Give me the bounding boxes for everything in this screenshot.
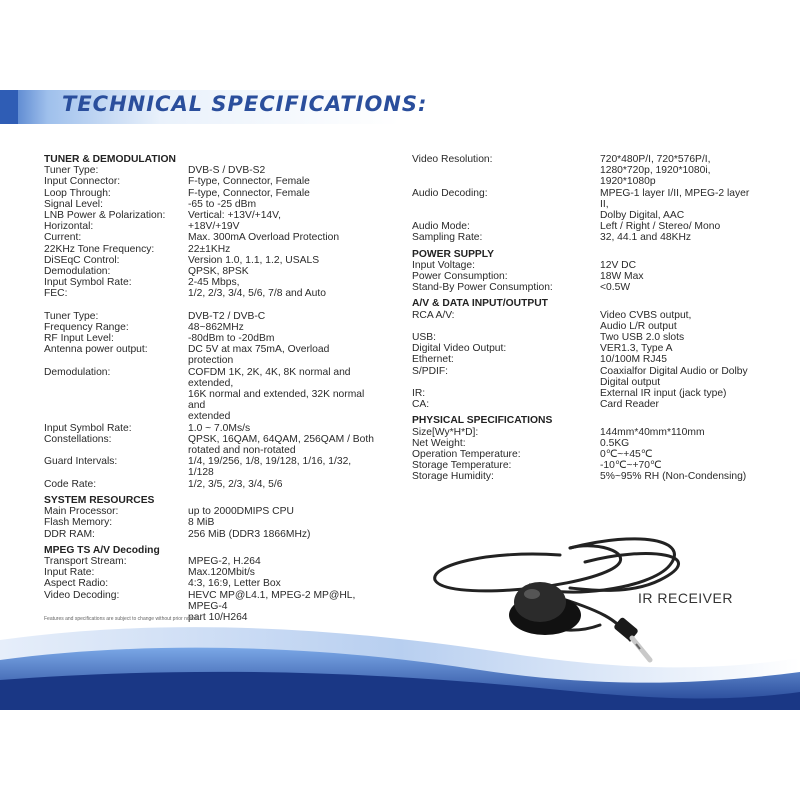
spec-value: HEVC MP@L4.1, MPEG-2 MP@HL, MPEG-4 <box>188 589 356 612</box>
right-spec-column <box>412 154 757 483</box>
spec-label <box>412 210 600 221</box>
spec-row <box>412 438 757 449</box>
spec-row <box>412 343 757 354</box>
spec-row <box>44 210 374 221</box>
spec-value: rotated and non-rotated <box>188 445 296 457</box>
spec-row <box>412 282 757 293</box>
spec-value: Dolby Digital, AAC <box>600 210 685 222</box>
spec-value: -10℃~+70℃ <box>600 460 662 472</box>
spec-row <box>44 266 374 277</box>
spec-row <box>412 354 757 365</box>
spec-row <box>44 199 374 210</box>
spec-label: Guard Intervals: <box>44 456 118 468</box>
spec-label: Input Voltage: <box>412 259 475 271</box>
spec-row <box>44 529 374 540</box>
spec-value: 1.0 ~ 7.0Ms/s <box>188 422 251 434</box>
spec-row <box>412 471 757 482</box>
spec-value: 18W Max <box>600 271 644 283</box>
spec-row <box>412 332 757 343</box>
spec-value: 4:3, 16:9, Letter Box <box>188 578 281 590</box>
spec-label: Flash Memory: <box>44 517 113 529</box>
spec-value: QPSK, 8PSK <box>188 266 249 278</box>
spec-row <box>412 449 757 460</box>
section-heading: SYSTEM RESOURCES <box>44 494 155 506</box>
spec-label: Main Processor: <box>44 506 119 518</box>
spacer <box>44 300 374 311</box>
spec-label: Constellations: <box>44 433 112 445</box>
spec-value: 5%~95% RH (Non-Condensing) <box>600 471 747 483</box>
spec-label: LNB Power & Polarization: <box>44 210 166 222</box>
spec-row <box>412 399 757 410</box>
spec-label: 22KHz Tone Frequency: <box>44 243 155 255</box>
spec-row <box>412 427 757 438</box>
spec-row <box>412 388 757 399</box>
spec-label: Aspect Radio: <box>44 578 109 590</box>
spec-label: Audio Decoding: <box>412 187 488 199</box>
section-heading: MPEG TS A/V Decoding <box>44 544 160 556</box>
spec-label: Stand-By Power Consumption: <box>412 282 553 294</box>
spec-label: RF Input Level: <box>44 333 114 345</box>
spec-row <box>412 154 757 165</box>
spec-row <box>412 310 757 321</box>
spec-value: Digital output <box>600 376 661 388</box>
spec-label: Storage Humidity: <box>412 471 494 483</box>
spec-value: 16K normal and extended, 32K normal and <box>188 389 365 412</box>
spec-label: Digital Video Output: <box>412 343 507 355</box>
spec-value: 256 MiB (DDR3 1866MHz) <box>188 528 311 540</box>
spec-label: Code Rate: <box>44 478 97 490</box>
spec-value: extended <box>188 411 231 423</box>
spec-value: 12V DC <box>600 259 637 271</box>
spec-label: Input Rate: <box>44 567 95 579</box>
spec-value: up to 2000DMIPS CPU <box>188 506 294 518</box>
spec-value: 8 MiB <box>188 517 215 529</box>
spec-row <box>412 188 757 210</box>
spec-label: Audio Mode: <box>412 221 470 233</box>
spec-label: Operation Temperature: <box>412 449 521 461</box>
spec-row <box>44 232 374 243</box>
spec-label: Tuner Type: <box>44 310 99 322</box>
spec-label: Transport Stream: <box>44 555 127 567</box>
spec-label: Demodulation: <box>44 366 111 378</box>
spec-row <box>44 506 374 517</box>
spec-value: Coaxialfor Digital Audio or Dolby <box>600 365 748 377</box>
spec-row <box>44 367 374 389</box>
spec-label: S/PDIF: <box>412 365 449 377</box>
spec-value: 1280*720p, 1920*1080i, <box>600 165 711 177</box>
spec-label: Antenna power output: <box>44 344 148 356</box>
spec-value: F-type, Connector, Female <box>188 176 310 188</box>
spec-row <box>412 366 757 377</box>
spec-label: RCA A/V: <box>412 309 455 321</box>
spec-value: F-type, Connector, Female <box>188 187 310 199</box>
spec-row <box>412 232 757 243</box>
spec-row <box>412 260 757 271</box>
spec-value: Version 1.0, 1.1, 1.2, USALS <box>188 254 320 266</box>
spec-value: QPSK, 16QAM, 64QAM, 256QAM / Both <box>188 433 374 445</box>
spec-label: Input Symbol Rate: <box>44 422 132 434</box>
spec-row <box>44 479 374 490</box>
spec-value: DC 5V at max 75mA, Overload protection <box>188 344 330 367</box>
spec-value: Video CVBS output, <box>600 309 692 321</box>
spec-value: Max. 300mA Overload Protection <box>188 232 340 244</box>
spec-label <box>412 321 600 332</box>
spec-value: Vertical: +13V/+14V, <box>188 210 281 222</box>
spec-label: Net Weight: <box>412 437 466 449</box>
spec-label <box>412 377 600 388</box>
spec-label: Storage Temperature: <box>412 460 512 472</box>
spec-value: VER1.3, Type A <box>600 343 673 355</box>
section-heading: TUNER & DEMODULATION <box>44 154 176 165</box>
spec-label <box>44 411 188 422</box>
spec-row <box>44 434 374 445</box>
spec-value: -80dBm to -20dBm <box>188 333 275 345</box>
page-title: TECHNICAL SPECIFICATIONS: <box>62 92 428 116</box>
spec-row <box>44 288 374 299</box>
spec-row <box>44 311 374 322</box>
spec-value: External IR input (jack type) <box>600 388 727 400</box>
spec-label: FEC: <box>44 288 68 300</box>
spec-row <box>412 271 757 282</box>
section-heading: POWER SUPPLY <box>412 248 495 260</box>
spec-label: DiSEqC Control: <box>44 254 120 266</box>
spec-value: 32, 44.1 and 48KHz <box>600 232 692 244</box>
spec-value: Card Reader <box>600 399 659 411</box>
spec-label <box>412 165 600 176</box>
spec-label: IR: <box>412 388 426 400</box>
spec-value: Two USB 2.0 slots <box>600 332 685 344</box>
left-spec-column <box>44 154 374 623</box>
spec-row <box>44 411 374 422</box>
spec-label <box>412 176 600 187</box>
spec-row <box>44 333 374 344</box>
spec-label: Tuner Type: <box>44 165 99 177</box>
spec-row <box>412 176 757 187</box>
spec-row <box>44 244 374 255</box>
spec-label: Video Resolution: <box>412 154 493 165</box>
spec-value: 10/100M RJ45 <box>600 354 667 366</box>
spec-value: 48~862MHz <box>188 321 244 333</box>
spec-label: Ethernet: <box>412 354 454 366</box>
spec-value: DVB-T2 / DVB-C <box>188 310 266 322</box>
spec-row <box>44 517 374 528</box>
spec-value: 0.5KG <box>600 437 630 449</box>
spec-label: DDR RAM: <box>44 528 95 540</box>
spec-row <box>412 377 757 388</box>
spec-row <box>412 460 757 471</box>
spec-row <box>44 255 374 266</box>
spec-row <box>44 389 374 411</box>
spec-label: Sampling Rate: <box>412 232 483 244</box>
spec-value: 0℃~+45℃ <box>600 449 653 461</box>
spec-value: 1920*1080p <box>600 176 656 188</box>
ir-receiver-image <box>410 510 790 710</box>
spec-value: 1/4, 19/256, 1/8, 19/128, 1/16, 1/32, 1/128 <box>188 456 352 479</box>
spec-label: Input Symbol Rate: <box>44 277 132 289</box>
disclaimer-text: Features and specifications are subject to change without prior notice. <box>44 616 199 622</box>
spec-label: Power Consumption: <box>412 271 508 283</box>
spec-value: 22±1KHz <box>188 243 231 255</box>
spec-label: Loop Through: <box>44 187 111 199</box>
spec-row <box>44 176 374 187</box>
spec-value: 2-45 Mbps, <box>188 277 240 289</box>
spec-row <box>412 210 757 221</box>
spec-label: Input Connector: <box>44 176 121 188</box>
spec-row <box>44 445 374 456</box>
spec-label: Current: <box>44 232 82 244</box>
spec-value: 1/2, 3/5, 2/3, 3/4, 5/6 <box>188 478 283 490</box>
spec-value: 720*480P/I, 720*576P/I, <box>600 154 711 165</box>
spec-row <box>44 456 374 478</box>
spec-label: USB: <box>412 332 437 344</box>
spec-value: COFDM 1K, 2K, 4K, 8K normal and extended, <box>188 366 351 389</box>
section-heading: A/V & DATA INPUT/OUTPUT <box>412 298 548 310</box>
spec-value: DVB-S / DVB-S2 <box>188 165 266 177</box>
spec-row <box>44 344 374 366</box>
spec-value: <0.5W <box>600 282 631 294</box>
spec-row <box>44 221 374 232</box>
spec-label: Signal Level: <box>44 198 103 210</box>
spec-row <box>44 165 374 176</box>
spec-value: 144mm*40mm*110mm <box>600 426 705 438</box>
spec-value: Max.120Mbit/s <box>188 567 255 579</box>
spec-label: Horizontal: <box>44 221 94 233</box>
section-heading: PHYSICAL SPECIFICATIONS <box>412 415 553 427</box>
spec-row <box>44 277 374 288</box>
spec-row <box>412 321 757 332</box>
spec-label: Video Decoding: <box>44 589 120 601</box>
spec-value: 1/2, 2/3, 3/4, 5/6, 7/8 and Auto <box>188 288 326 300</box>
spec-value: part 10/H264 <box>188 611 248 623</box>
spec-value: +18V/+19V <box>188 221 240 233</box>
spec-value: MPEG-1 layer I/II, MPEG-2 layer II, <box>600 187 750 210</box>
spec-label: Frequency Range: <box>44 321 129 333</box>
spec-row <box>412 221 757 232</box>
spec-value: Audio L/R output <box>600 320 677 332</box>
spec-label <box>44 445 188 456</box>
spec-value: Left / Right / Stereo/ Mono <box>600 221 721 233</box>
spec-row <box>44 322 374 333</box>
spec-label: CA: <box>412 399 430 411</box>
ir-receiver-label: IR RECEIVER <box>638 590 733 606</box>
spec-value: MPEG-2, H.264 <box>188 555 261 567</box>
spec-label: Demodulation: <box>44 266 111 278</box>
spec-label <box>44 389 188 411</box>
spec-row <box>44 188 374 199</box>
spec-value: -65 to -25 dBm <box>188 198 257 210</box>
spec-row <box>412 165 757 176</box>
spec-label: Size[Wy*H*D]: <box>412 426 479 438</box>
spec-row <box>44 423 374 434</box>
